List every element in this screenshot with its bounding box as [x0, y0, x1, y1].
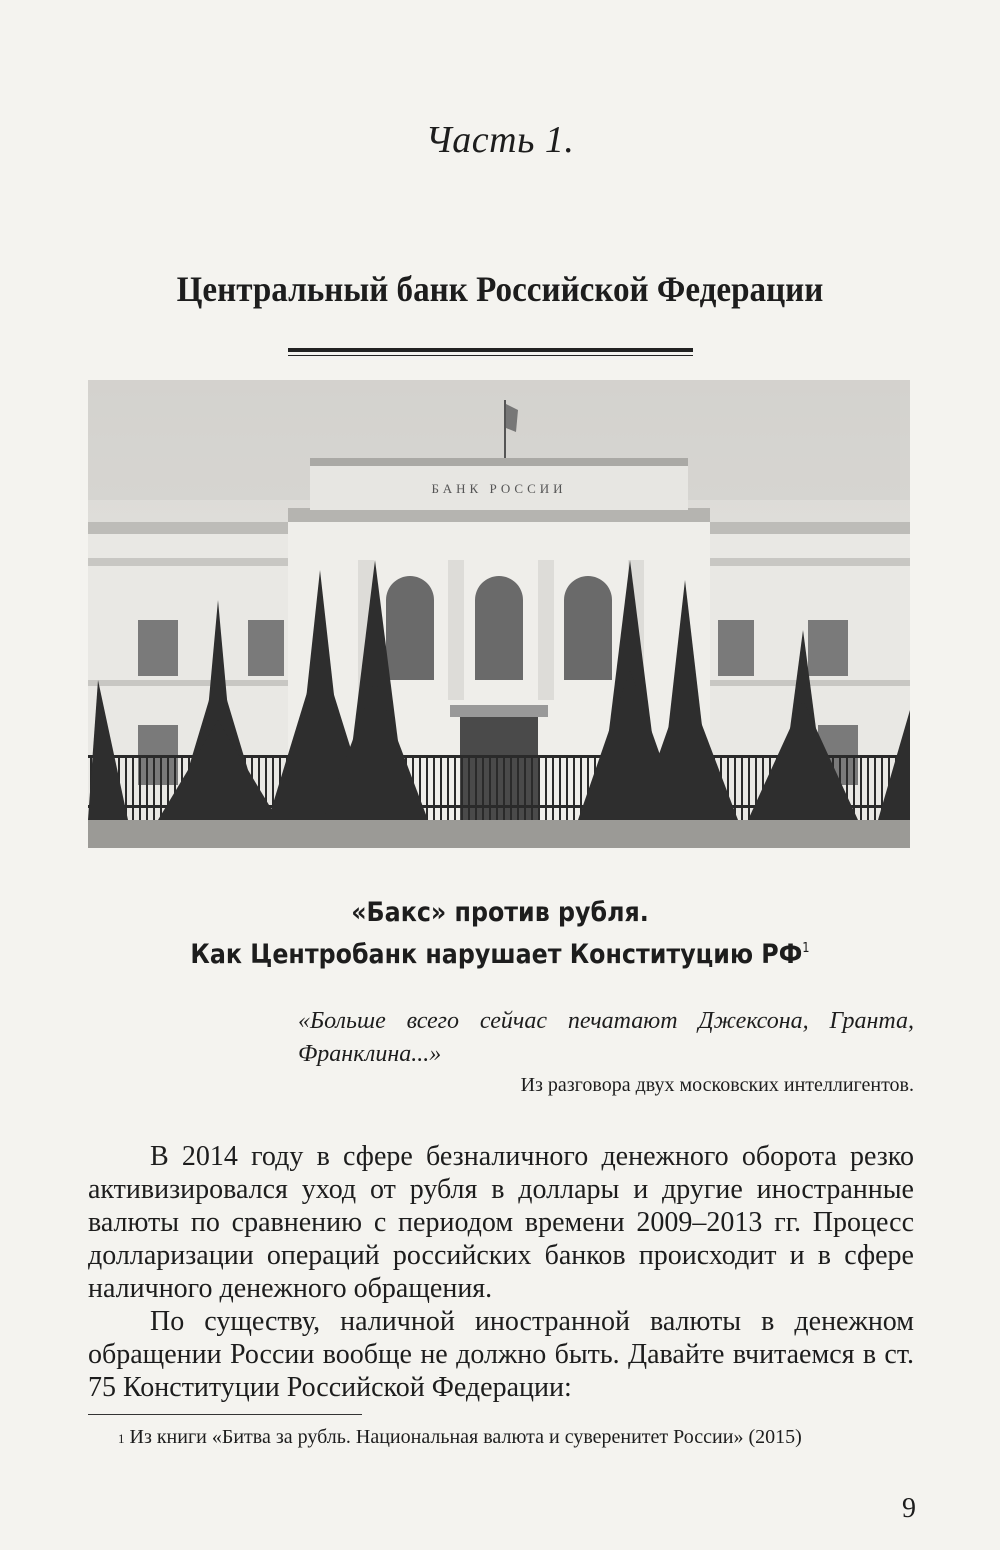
photo-sign: БАНК РОССИИ — [431, 481, 567, 496]
epigraph-source: Из разговора двух московских интеллигентов. — [520, 1074, 914, 1096]
title-rule-thin — [288, 355, 693, 356]
bank-building-photo — [88, 380, 910, 848]
body-paragraph-1: В 2014 году в сфере безналичного денежного оборота резко активизировался уход от рубля в доллары и другие иностранные валюты по сравнению с периодом времени 2009–2013 гг. Процесс долларизации операций российских банков происходит и в сфере наличного денежного обращения. — [88, 1141, 914, 1304]
body-paragraph-2: По существу, наличной иностранной валюты в денежном обращении России вообще не должно быть. Давайте вчитаемся в ст. 75 Конституции Российской Федерации: — [88, 1306, 914, 1403]
footnote-rule — [88, 1414, 362, 1415]
article-title-line2: Как Центробанк нарушает Конституцию РФ — [190, 939, 803, 970]
footnote — [88, 1422, 914, 1452]
epigraph-quote: «Больше всего сейчас печатают Джексона, Гранта, Франклина...» — [298, 1008, 914, 1067]
footnote-number: 1 — [118, 1431, 125, 1446]
body-text — [88, 1140, 914, 1404]
footnote-text: Из книги «Битва за рубль. Национальная валюта и суверенитет России» (2015) — [129, 1426, 802, 1448]
title-rule-thick — [288, 348, 693, 352]
article-title-line1: «Бакс» против рубля. — [351, 897, 649, 928]
chapter-title: Центральный банк Российской Федерации — [176, 269, 824, 309]
page-number: 9 — [902, 1493, 916, 1524]
article-title — [60, 892, 940, 976]
part-title: Часть 1. — [425, 119, 575, 161]
footnote-marker[interactable]: 1 — [802, 941, 810, 956]
bank-building-icon — [88, 380, 910, 848]
